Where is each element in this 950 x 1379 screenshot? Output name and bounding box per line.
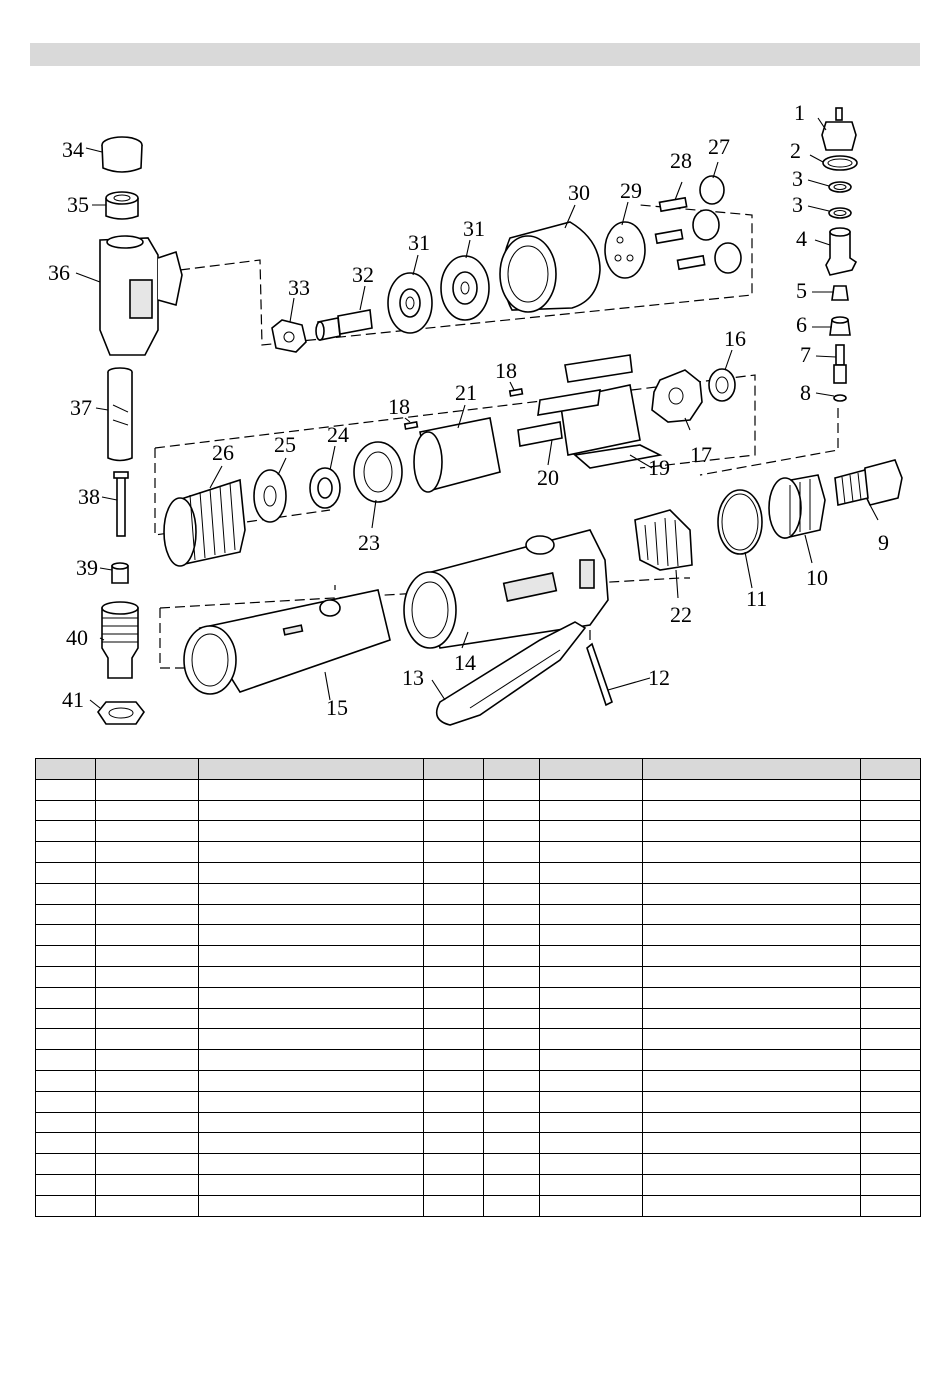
table-row [36,862,921,883]
table-cell [643,842,861,863]
callout-16: 16 [724,326,746,351]
part-9-inlet [835,460,902,505]
table-cell [484,1008,540,1029]
table-cell [96,883,199,904]
table-cell [540,987,643,1008]
table-cell [96,1174,199,1195]
table-cell [540,821,643,842]
table-cell [36,842,96,863]
callout-28: 28 [670,148,692,173]
part-38-pin [114,472,128,536]
callout-27: 27 [708,134,730,159]
part-5-valve [832,286,848,300]
table-cell [540,1195,643,1216]
part-35-nut [106,192,138,219]
table-cell [199,1008,424,1029]
table-cell [861,1091,921,1112]
table-cell [424,821,484,842]
callout-36: 36 [48,260,70,285]
table-cell [540,1174,643,1195]
table-cell [199,1050,424,1071]
callout-17: 17 [690,442,712,467]
table-cell [424,1154,484,1175]
table-cell [643,883,861,904]
table-cell [540,779,643,800]
table-cell [643,1050,861,1071]
table-cell [199,946,424,967]
table-row [36,779,921,800]
table-row [36,1195,921,1216]
table-row [36,1029,921,1050]
header-cell [643,759,861,780]
table-cell [96,1070,199,1091]
table-cell [424,904,484,925]
table-cell [643,1029,861,1050]
table-cell [96,1195,199,1216]
table-cell [861,1112,921,1133]
part-41-hexnut [98,702,144,724]
table-cell [424,1091,484,1112]
table-cell [861,1174,921,1195]
table-cell [484,862,540,883]
table-cell [424,1050,484,1071]
table-cell [540,925,643,946]
table-cell [96,904,199,925]
table-row [36,1008,921,1029]
table-cell [861,800,921,821]
table-cell [36,966,96,987]
callout-15: 15 [326,695,348,720]
table-cell [484,821,540,842]
table-cell [199,1195,424,1216]
table-cell [96,1050,199,1071]
table-cell [643,904,861,925]
table-row [36,1091,921,1112]
table-cell [540,904,643,925]
part-17-front-plate [652,370,702,422]
table-cell [36,1008,96,1029]
part-26-end-plate [164,480,245,566]
table-cell [540,842,643,863]
exploded-parts-diagram [0,80,950,750]
table-cell [643,779,861,800]
header-cell [861,759,921,780]
table-cell [540,1070,643,1091]
table-cell [424,925,484,946]
table-row [36,1133,921,1154]
table-cell [96,1091,199,1112]
callout-29: 29 [620,178,642,203]
table-cell [484,779,540,800]
table-cell [484,1154,540,1175]
callout-30: 30 [568,180,590,205]
callout-22: 22 [670,602,692,627]
table-cell [36,800,96,821]
callout-26: 26 [212,440,234,465]
table-cell [540,1133,643,1154]
table-cell [96,966,199,987]
table-cell [96,1133,199,1154]
part-31a-bearing [388,273,432,333]
table-cell [484,1091,540,1112]
table-cell [199,1029,424,1050]
header-cell [199,759,424,780]
table-cell [199,1133,424,1154]
parts-table-body [36,779,921,1216]
table-cell [861,1133,921,1154]
table-cell [643,1154,861,1175]
part-12-pin [587,644,612,705]
callout-38: 38 [78,484,100,509]
callout-35: 35 [67,192,89,217]
part-36-head [100,236,182,355]
table-cell [36,1050,96,1071]
part-18b-pin [510,389,523,396]
header-cell [540,759,643,780]
part-2-oring [823,156,857,170]
table-cell [643,1112,861,1133]
table-cell [424,1070,484,1091]
table-cell [199,800,424,821]
table-cell [484,904,540,925]
callout-39: 39 [76,555,98,580]
callout-40: 40 [66,625,88,650]
table-cell [861,1195,921,1216]
table-cell [484,966,540,987]
part-10-exhaust-cover [769,475,825,538]
table-cell [96,1008,199,1029]
part-22-muffler [635,510,692,570]
callout-24: 24 [327,422,349,447]
table-cell [484,946,540,967]
table-cell [424,883,484,904]
callout-3b: 3 [792,192,803,217]
table-cell [424,1008,484,1029]
table-cell [540,946,643,967]
table-cell [96,925,199,946]
table-cell [424,862,484,883]
callout-6: 6 [796,312,807,337]
callout-21: 21 [455,380,477,405]
part-24-bearing [310,468,340,508]
table-cell [424,1174,484,1195]
table-cell [484,842,540,863]
part-39-fitting [112,563,128,583]
parts-list-table [35,758,921,1217]
callout-8: 8 [800,380,811,405]
table-row [36,883,921,904]
table-header-row [36,759,921,780]
callout-4: 4 [796,226,807,251]
table-cell [484,1133,540,1154]
part-6-bushing [830,317,850,335]
table-cell [424,1133,484,1154]
table-cell [861,904,921,925]
part-11-oring [718,490,762,554]
table-cell [540,1029,643,1050]
table-cell [424,946,484,967]
table-cell [36,904,96,925]
table-cell [643,862,861,883]
table-cell [861,862,921,883]
part-37-sleeve [108,368,132,461]
table-cell [96,1112,199,1133]
table-cell [643,1070,861,1091]
part-30-ring-gear [500,222,600,312]
callout-1: 1 [794,100,805,125]
part-23-cylinder-ring [354,442,402,502]
table-row [36,966,921,987]
table-cell [96,800,199,821]
table-cell [199,966,424,987]
table-cell [36,1154,96,1175]
part-18a-pin [405,422,418,429]
part-15-housing [184,590,390,694]
callout-12: 12 [648,665,670,690]
table-row [36,1154,921,1175]
table-cell [643,946,861,967]
table-cell [540,1091,643,1112]
table-cell [861,987,921,1008]
table-cell [861,821,921,842]
table-row [36,987,921,1008]
callout-41: 41 [62,687,84,712]
callout-14: 14 [454,650,476,675]
table-row [36,821,921,842]
table-cell [36,1133,96,1154]
table-cell [36,925,96,946]
table-cell [199,1174,424,1195]
table-cell [424,842,484,863]
callout-37: 37 [70,395,92,420]
table-cell [36,1029,96,1050]
callout-11: 11 [746,586,768,611]
callout-9: 9 [878,530,889,555]
callout-33: 33 [288,275,310,300]
callout-34: 34 [62,137,84,162]
table-row [36,1050,921,1071]
table-cell [36,779,96,800]
table-cell [540,966,643,987]
table-cell [540,800,643,821]
table-row [36,1070,921,1091]
table-row [36,925,921,946]
table-cell [96,1029,199,1050]
part-31b-bearing [441,256,489,320]
table-cell [96,779,199,800]
table-cell [540,1008,643,1029]
callout-23: 23 [358,530,380,555]
header-cell [484,759,540,780]
table-cell [861,883,921,904]
table-cell [484,1050,540,1071]
table-cell [540,1050,643,1071]
callout-18a: 18 [388,394,410,419]
table-cell [484,987,540,1008]
table-cell [540,1154,643,1175]
callout-20: 20 [537,465,559,490]
table-cell [861,842,921,863]
table-cell [643,925,861,946]
table-cell [484,883,540,904]
table-cell [199,1070,424,1091]
part-34-cap [102,137,142,172]
callout-31a: 31 [408,230,430,255]
table-cell [199,904,424,925]
table-cell [643,1008,861,1029]
table-cell [861,1008,921,1029]
table-cell [540,862,643,883]
table-cell [36,862,96,883]
table-row [36,946,921,967]
callout-5: 5 [796,278,807,303]
part-3b-washer [829,208,851,218]
table-cell [96,821,199,842]
table-cell [643,966,861,987]
table-cell [484,925,540,946]
table-cell [424,1112,484,1133]
part-29-carrier [605,222,645,278]
part-33-nut [272,320,306,352]
table-cell [424,987,484,1008]
table-cell [96,1154,199,1175]
table-cell [540,883,643,904]
callout-25: 25 [274,432,296,457]
callout-19: 19 [648,455,670,480]
table-cell [96,862,199,883]
table-cell [199,1091,424,1112]
table-row [36,842,921,863]
table-cell [540,1112,643,1133]
table-cell [36,1070,96,1091]
table-cell [861,1154,921,1175]
callout-3a: 3 [792,166,803,191]
table-cell [199,862,424,883]
table-cell [484,800,540,821]
part-21-cylinder [414,418,500,492]
table-cell [484,1174,540,1195]
table-cell [424,1195,484,1216]
table-cell [861,779,921,800]
part-32-shaft [316,310,372,340]
part-3a-washer [829,182,851,192]
table-cell [199,779,424,800]
table-cell [643,1091,861,1112]
table-cell [643,821,861,842]
table-cell [199,987,424,1008]
table-cell [199,1112,424,1133]
table-cell [36,1091,96,1112]
title-bar [30,43,920,66]
table-cell [484,1112,540,1133]
table-cell [861,1029,921,1050]
callout-7: 7 [800,342,811,367]
table-cell [861,946,921,967]
table-cell [36,946,96,967]
callout-13: 13 [402,665,424,690]
table-cell [861,925,921,946]
table-cell [861,1050,921,1071]
table-row [36,1112,921,1133]
callout-18b: 18 [495,358,517,383]
header-cell [96,759,199,780]
table-cell [861,966,921,987]
table-cell [484,1195,540,1216]
callout-31b: 31 [463,216,485,241]
table-row [36,904,921,925]
table-cell [424,966,484,987]
table-cell [96,946,199,967]
table-cell [199,925,424,946]
callout-2: 2 [790,138,801,163]
table-cell [643,1133,861,1154]
table-row [36,1174,921,1195]
table-cell [199,842,424,863]
callout-10: 10 [806,565,828,590]
part-7-valve-stem [834,345,846,383]
table-cell [36,821,96,842]
table-cell [36,883,96,904]
header-cell [424,759,484,780]
callout-32: 32 [352,262,374,287]
table-cell [96,842,199,863]
table-cell [36,1174,96,1195]
table-cell [36,1112,96,1133]
part-40-coupling [102,602,138,678]
header-cell [36,759,96,780]
table-cell [643,1195,861,1216]
table-cell [643,987,861,1008]
part-4-valve-seat [826,228,856,275]
part-16-bearing [709,369,735,401]
part-25-washer [254,470,286,522]
table-row [36,800,921,821]
table-cell [199,883,424,904]
table-cell [199,1154,424,1175]
table-cell [484,1029,540,1050]
part-8-clip [834,395,846,401]
table-cell [484,1070,540,1091]
table-cell [199,821,424,842]
table-cell [96,987,199,1008]
table-cell [424,779,484,800]
table-cell [643,800,861,821]
table-cell [424,800,484,821]
table-cell [36,987,96,1008]
part-1-adapter [822,108,856,150]
table-cell [424,1029,484,1050]
table-cell [643,1174,861,1195]
table-cell [861,1070,921,1091]
table-cell [36,1195,96,1216]
